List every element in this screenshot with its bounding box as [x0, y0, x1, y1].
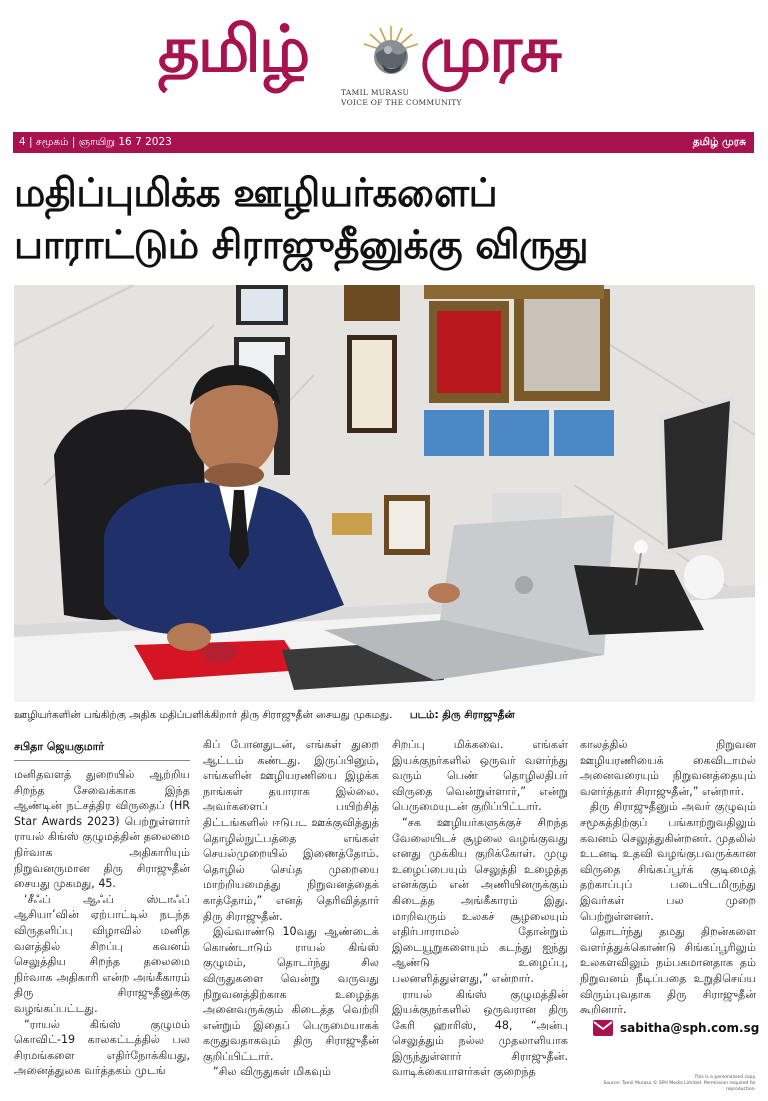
office-scene-illustration	[14, 285, 755, 702]
folio-bar	[13, 132, 754, 153]
article-paragraph: ராயல் கிங்ஸ் குழுமத்தின் இயக்குநர்களில் ஒருவரான திரு கேரி ஹாரிஸ், 48, “அன்பு செலுத்தும் நல்ல முதலாளியாக இருந்துள்ளார் சிராஜுதீன். வாடிக்கையாளர்கள் குறைந்த	[392, 987, 568, 1079]
photo-caption-text: ஊழியர்களின் பங்கிற்கு அதிக மதிப்பளிக்கிறார் திரு சிராஜுதீன் சையது முகமது.	[14, 709, 393, 721]
headline-line-2: பாராட்டும் சிராஜுதீனுக்கு விருது	[14, 223, 589, 268]
article-paragraph: இவ்வாண்டு 10வது ஆண்டைக் கொண்டாடும் ராயல் கிங்ஸ் குழுமம், தொடர்ந்து சில விருதுகளை வென்று வருவது நிறுவனத்திற்காக உழைத்த அனைவருக்கும் கிடைத்த வெற்றி என்றும் இதைப் பெருமையாகக் கருதுவதாகவும் திரு சிராஜுதீன் குறிப்பிட்டார்.	[203, 925, 379, 1063]
article-column-2	[203, 737, 379, 1080]
article-paragraph: “ராயல் கிங்ஸ் குழுமம் கொவிட்-19 காலகட்டத்தில் பல சிரமங்களை எதிர்நோக்கியது, அனைத்துலக வர்த்தகம் முடங்	[14, 1017, 190, 1078]
envelope-icon	[593, 1020, 613, 1036]
article-column-3	[392, 737, 568, 1080]
article-paragraph: சிறப்பு மிக்கவை. எங்கள் இயக்குநர்களில் ஒருவர் வளர்ந்து வரும் பெண் தொழிலதிபர் விருதை வென்றுள்ளார்,” என்று பெருமையுடன் குறிப்பிட்டார்.	[392, 738, 568, 814]
headline	[14, 168, 754, 272]
photo-credit: படம்: திரு சிராஜுதீன்	[409, 709, 515, 721]
article-paragraph: மனிதவளத் துறையில் ஆற்றிய சிறந்த சேவைக்காக இந்த ஆண்டின் நட்சத்திர விருதைப் (HR Star Awards 2023) பெற்றுள்ளார் ராயல் கிங்ஸ் குழுமத்தின் தலைமை நிர்வாக அதிகாரியும் நிறுவனருமான திரு சிராஜுதீன் சையது முகமது, 45.	[14, 768, 190, 891]
masthead-title-right: முரசு	[420, 13, 560, 87]
personalised-copy-note: This is a personalised copy.	[694, 1075, 756, 1080]
masthead	[0, 0, 768, 120]
article-paragraph: ‘சீஃப் ஆஃப் ஸ்டாஃப் ஆசியா’வின் ஏற்பாட்டில் நடந்த விருதளிப்பு விழாவில் மனித வளத்தில் சிறப்பு கவனம் செலுத்திய சிறந்த தலைமை நிர்வாக அதிகாரி என்ற அங்கீகாரம் திரு சிராஜுதீனுக்கு வழங்கப்பட்டது.	[14, 892, 190, 1015]
folio-page-section-date: 4 | சமூகம் | ஞாயிறு 16 7 2023	[19, 136, 172, 148]
masthead-english-name: TAMIL MURASU	[341, 88, 410, 97]
copyright-notice: Source: Tamil Murasu © SPH Media Limited. Permission required for reproduction.	[603, 1081, 756, 1092]
article-column-1	[14, 767, 190, 1079]
article-paragraph: “சக ஊழியர்களுக்குச் சிறந்த வேலையிடச் சூழலை வழங்குவது எனது முக்கிய குறிக்கோள். முழு உழைப்பையும் செலுத்தி உழைத்த எனக்கும் என் அணியினருக்கும் கிடைத்த அங்கீகாரம் இது. மாறிவரும் உலகச் சூழலையும் எதிர்பாராமல் தோன்றும் இடையூறுகளையும் கடந்து ஐந்து ஆண்டு உழைப்பு, பலனளித்துள்ளது,” என்றார்.	[392, 815, 568, 985]
article-paragraph: காலத்தில் நிறுவன ஊழியரணியைக் கைவிடாமல் அனைவரையும் நிறுவனத்தையும் வளர்த்தார் சிராஜுதீன்,” என்றார்.	[580, 738, 756, 798]
masthead-subtitle	[341, 88, 462, 108]
article-column-4	[580, 737, 756, 1018]
article-paragraph: தொடர்ந்து தமது திறன்களை வளர்த்துக்கொண்டு சிங்கப்பூரிலும் உலகளவிலும் நம்பகமானதாக தம் நிறுவனம் நீடிப்பதை உறுதிசெய்ய விரும்புவதாக திரு சிராஜுதீன் கூறினார்.	[580, 925, 756, 1017]
author-email-link[interactable]: sabitha@sph.com.sg	[620, 1021, 760, 1035]
photo-caption	[14, 709, 755, 722]
masthead-title-left: தமிழ்	[158, 13, 309, 87]
article-photo	[14, 285, 755, 702]
globe-sunburst-icon	[362, 24, 420, 82]
copyright-fine-print	[600, 1075, 756, 1093]
article-paragraph: திரு சிராஜுதீனும் அவர் குழுவும் சமூகத்திற்குப் பங்காற்றுவதிலும் கவனம் செலுத்துகின்றனர். முதலில் உடனடி உதவி வழங்குபவருக்கான விருதை சிங்கப்பூர்க் குடிமைத் தற்காப்புப் படையிடமிருந்து இவர்கள் பல முறை பெற்றுள்ளனர்.	[580, 800, 756, 923]
folio-publication-name: தமிழ் முரசு	[692, 136, 746, 148]
article-paragraph: “சில விருதுகள் மிகவும்	[213, 1065, 331, 1079]
masthead-tagline: VOICE OF THE COMMUNITY	[341, 98, 462, 107]
byline: சபிதா ஜெயகுமார்	[14, 740, 105, 753]
byline-divider	[14, 760, 190, 761]
article-paragraph: கிப் போனதுடன், எங்கள் துறை ஆட்டம் கண்டது. இருப்பினும், எங்களின் ஊழியரணியை இழக்க நாங்கள் தயாராக இல்லை. அவர்களைப் பயிற்சித் திட்டங்களில் ஈடுபட ஊக்குவித்துத் தொழில்நுட்பத்தை எங்கள் செயல்முறையில் இணைத்தோம். தொழில் செய்த முறையை மாற்றியமைத்து நிறுவனத்தைக் காத்தோம்,” எனத் தெரிவித்தார் திரு சிராஜுதீன்.	[203, 738, 379, 923]
headline-line-1: மதிப்புமிக்க ஊழியர்களைப்	[14, 171, 498, 216]
